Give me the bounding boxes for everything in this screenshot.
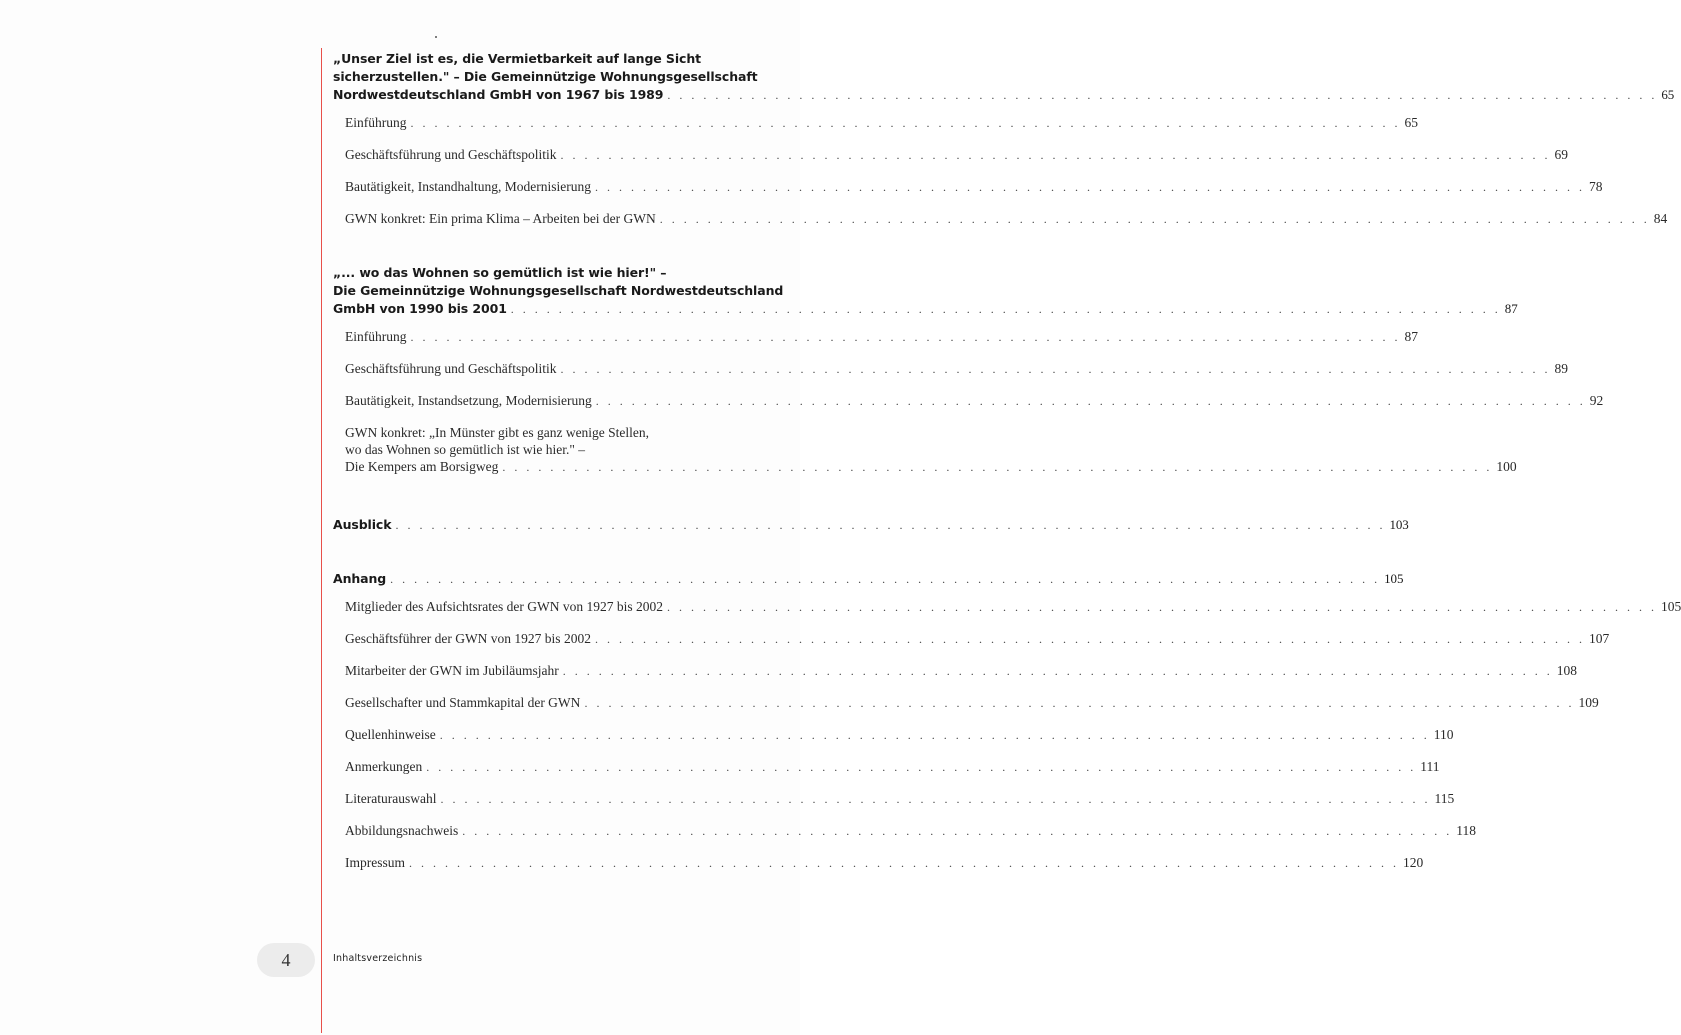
toc-entry xyxy=(345,146,1568,164)
toc-entry xyxy=(345,854,1424,872)
heading-line: sicherzustellen." – Die Gemeinnützige Wohnungsgesellschaft xyxy=(333,69,758,84)
toc-entry xyxy=(345,662,1577,680)
entry-row xyxy=(345,114,1418,132)
toc-entry xyxy=(345,694,1599,712)
section-heading xyxy=(333,264,1518,318)
entry-page-number: 69 xyxy=(1554,147,1568,162)
dot-leader: . . . . . . . . . . . . . . . . . . . . . . . . . . . . . . . . . . . . . . . . . . . . . . . . . . . . . . . . . . . . . . . . . . . . . . . . . . . . . . . . . . . xyxy=(667,88,1658,102)
entry-page-number: 108 xyxy=(1556,663,1577,678)
page-number: 4 xyxy=(257,943,315,977)
heading-row xyxy=(333,300,1518,318)
entry-page-number: 65 xyxy=(1404,115,1418,130)
entry-title: Einführung xyxy=(345,329,407,344)
toc-entry xyxy=(345,822,1476,840)
entry-row xyxy=(345,178,1603,196)
entry-page-number: 89 xyxy=(1554,361,1568,376)
entry-page-number: 84 xyxy=(1653,211,1668,226)
toc-entry xyxy=(345,758,1440,776)
dot-leader: . . . . . . . . . . . . . . . . . . . . . . . . . . . . . . . . . . . . . . . . . . . . . . . . . . . . . . . . . . . . . . . . . . . . . . . . . . . . . . . . . . . xyxy=(510,302,1501,316)
entry-row xyxy=(345,630,1610,648)
toc-section xyxy=(333,264,1604,476)
entry-title: Literaturauswahl xyxy=(345,791,437,806)
dot-leader: . . . . . . . . . . . . . . . . . . . . . . . . . . . . . . . . . . . . . . . . . . . . . . . . . . . . . . . . . . . . . . . . . . . . . . . . . . . . . . . . . . . xyxy=(410,116,1401,130)
dot-leader: . . . . . . . . . . . . . . . . . . . . . . . . . . . . . . . . . . . . . . . . . . . . . . . . . . . . . . . . . . . . . . . . . . . . . . . . . . . . . . . . . . . xyxy=(440,792,1431,806)
entry-row xyxy=(345,758,1440,776)
heading-page-number: 87 xyxy=(1504,301,1518,316)
dot-leader: . . . . . . . . . . . . . . . . . . . . . . . . . . . . . . . . . . . . . . . . . . . . . . . . . . . . . . . . . . . . . . . . . . . . . . . . . . . . . . . . . . . xyxy=(409,856,1399,870)
margin-rule xyxy=(321,48,322,1033)
entry-list xyxy=(345,598,1681,872)
entry-title: Quellenhinweise xyxy=(345,727,436,742)
heading-title: Anhang xyxy=(333,571,387,586)
entry-row xyxy=(345,726,1454,744)
entry-row xyxy=(345,458,1517,476)
entry-list xyxy=(345,114,1668,228)
entry-page-number: 111 xyxy=(1420,759,1440,774)
entry-row xyxy=(345,210,1668,228)
entry-title: Abbildungsnachweis xyxy=(345,823,459,838)
toc-section xyxy=(333,570,1681,872)
dot-leader: . . . . . . . . . . . . . . . . . . . . . . . . . . . . . . . . . . . . . . . . . . . . . . . . . . . . . . . . . . . . . . . . . . . . . . . . . . . . . . . . . . . xyxy=(594,180,1585,194)
entry-row xyxy=(345,146,1568,164)
entry-row xyxy=(345,662,1577,680)
heading-page-number: 103 xyxy=(1389,517,1409,532)
dot-leader: . . . . . . . . . . . . . . . . . . . . . . . . . . . . . . . . . . . . . . . . . . . . . . . . . . . . . . . . . . . . . . . . . . . . . . . . . . . . . . . . . . . xyxy=(560,148,1551,162)
toc-section xyxy=(333,50,1675,228)
entry-page-number: 115 xyxy=(1434,791,1455,806)
heading-title: GmbH von 1990 bis 2001 xyxy=(333,301,507,316)
toc-entry xyxy=(345,210,1668,228)
print-dot xyxy=(435,36,437,38)
section-heading xyxy=(333,50,1675,104)
entry-row xyxy=(345,328,1418,346)
toc-entry xyxy=(345,598,1681,616)
entry-title: Geschäftsführer der GWN von 1927 bis 2002 xyxy=(345,631,591,646)
entry-title: Die Kempers am Borsigweg xyxy=(345,459,499,474)
entry-row xyxy=(345,854,1424,872)
dot-leader: . . . . . . . . . . . . . . . . . . . . . . . . . . . . . . . . . . . . . . . . . . . . . . . . . . . . . . . . . . . . . . . . . . . . . . . . . . . . . . . . . . . xyxy=(502,460,1493,474)
heading-line: Die Gemeinnützige Wohnungsgesellschaft Nordwestdeutschland xyxy=(333,283,784,298)
toc-entry xyxy=(345,424,1517,476)
section-heading xyxy=(333,570,1404,588)
heading-row xyxy=(333,516,1409,534)
entry-row xyxy=(345,822,1476,840)
toc-entry xyxy=(345,328,1418,346)
toc-entry xyxy=(345,114,1418,132)
dot-leader: . . . . . . . . . . . . . . . . . . . . . . . . . . . . . . . . . . . . . . . . . . . . . . . . . . . . . . . . . . . . . . . . . . . . . . . . . . . . . . . . . . . xyxy=(562,664,1553,678)
heading-row xyxy=(333,86,1675,104)
heading-title: Ausblick xyxy=(333,517,392,532)
entry-page-number: 110 xyxy=(1433,727,1454,742)
dot-leader: . . . . . . . . . . . . . . . . . . . . . . . . . . . . . . . . . . . . . . . . . . . . . . . . . . . . . . . . . . . . . . . . . . . . . . . . . . . . . . . . . . . xyxy=(666,600,1657,614)
entry-page-number: 87 xyxy=(1404,329,1418,344)
entry-page-number: 109 xyxy=(1578,695,1599,710)
dot-leader: . . . . . . . . . . . . . . . . . . . . . . . . . . . . . . . . . . . . . . . . . . . . . . . . . . . . . . . . . . . . . . . . . . . . . . . . . . . . . . . . . . . xyxy=(584,696,1575,710)
entry-page-number: 118 xyxy=(1456,823,1476,838)
entry-title: Gesellschafter und Stammkapital der GWN xyxy=(345,695,581,710)
heading-line: „Unser Ziel ist es, die Vermietbarkeit auf lange Sicht xyxy=(333,51,701,66)
entry-line: GWN konkret: „In Münster gibt es ganz wenige Stellen, xyxy=(345,425,650,440)
entry-title: Anmerkungen xyxy=(345,759,423,774)
dot-leader: . . . . . . . . . . . . . . . . . . . . . . . . . . . . . . . . . . . . . . . . . . . . . . . . . . . . . . . . . . . . . . . . . . . . . . . . . . . . . . . . . . . xyxy=(439,728,1430,742)
entry-page-number: 100 xyxy=(1496,459,1517,474)
entry-title: Bautätigkeit, Instandhaltung, Modernisierung xyxy=(345,179,591,194)
toc-section xyxy=(333,516,1409,534)
entry-page-number: 107 xyxy=(1588,631,1610,646)
entry-row xyxy=(345,694,1599,712)
running-footer: Inhaltsverzeichnis xyxy=(333,953,423,964)
toc-entry xyxy=(345,392,1604,410)
dot-leader: . . . . . . . . . . . . . . . . . . . . . . . . . . . . . . . . . . . . . . . . . . . . . . . . . . . . . . . . . . . . . . . . . . . . . . . . . . . . . . . . . . . xyxy=(462,824,1453,838)
dot-leader: . . . . . . . . . . . . . . . . . . . . . . . . . . . . . . . . . . . . . . . . . . . . . . . . . . . . . . . . . . . . . . . . . . . . . . . . . . . . . . . . . . . xyxy=(560,362,1551,376)
dot-leader: . . . . . . . . . . . . . . . . . . . . . . . . . . . . . . . . . . . . . . . . . . . . . . . . . . . . . . . . . . . . . . . . . . . . . . . . . . . . . . . . . . . xyxy=(426,760,1417,774)
entry-title: Bautätigkeit, Instandsetzung, Modernisierung xyxy=(345,393,592,408)
toc-entry xyxy=(345,790,1455,808)
entry-title: Einführung xyxy=(345,115,407,130)
dot-leader: . . . . . . . . . . . . . . . . . . . . . . . . . . . . . . . . . . . . . . . . . . . . . . . . . . . . . . . . . . . . . . . . . . . . . . . . . . . . . . . . . . . xyxy=(410,330,1401,344)
entry-title: Geschäftsführung und Geschäftspolitik xyxy=(345,361,557,376)
heading-title: Nordwestdeutschland GmbH von 1967 bis 1989 xyxy=(333,87,664,102)
entry-title: GWN konkret: Ein prima Klima – Arbeiten bei der GWN xyxy=(345,211,656,226)
entry-row xyxy=(345,392,1604,410)
dot-leader: . . . . . . . . . . . . . . . . . . . . . . . . . . . . . . . . . . . . . . . . . . . . . . . . . . . . . . . . . . . . . . . . . . . . . . . . . . . . . . . . . . . xyxy=(659,212,1650,226)
dot-leader: . . . . . . . . . . . . . . . . . . . . . . . . . . . . . . . . . . . . . . . . . . . . . . . . . . . . . . . . . . . . . . . . . . . . . . . . . . . . . . . . . . . xyxy=(595,394,1586,408)
heading-row xyxy=(333,570,1404,588)
heading-page-number: 105 xyxy=(1384,571,1404,586)
entry-title: Geschäftsführung und Geschäftspolitik xyxy=(345,147,557,162)
section-heading xyxy=(333,516,1409,534)
heading-page-number: 65 xyxy=(1661,87,1675,102)
entry-row xyxy=(345,598,1681,616)
entry-row xyxy=(345,790,1455,808)
entry-title: Mitglieder des Aufsichtsrates der GWN von 1927 bis 2002 xyxy=(345,599,663,614)
dot-leader: . . . . . . . . . . . . . . . . . . . . . . . . . . . . . . . . . . . . . . . . . . . . . . . . . . . . . . . . . . . . . . . . . . . . . . . . . . . . . . . . . . . xyxy=(594,632,1585,646)
toc-entry xyxy=(345,360,1568,378)
entry-line: wo das Wohnen so gemütlich ist wie hier." – xyxy=(345,442,586,457)
dot-leader: . . . . . . . . . . . . . . . . . . . . . . . . . . . . . . . . . . . . . . . . . . . . . . . . . . . . . . . . . . . . . . . . . . . . . . . . . . . . . . . . . . . xyxy=(395,518,1386,532)
entry-page-number: 78 xyxy=(1588,179,1603,194)
entry-page-number: 120 xyxy=(1403,855,1424,870)
dot-leader: . . . . . . . . . . . . . . . . . . . . . . . . . . . . . . . . . . . . . . . . . . . . . . . . . . . . . . . . . . . . . . . . . . . . . . . . . . . . . . . . . . . xyxy=(390,572,1381,586)
entry-list xyxy=(345,328,1604,476)
toc-entry xyxy=(345,178,1603,196)
entry-page-number: 92 xyxy=(1589,393,1604,408)
entry-title: Impressum xyxy=(345,855,405,870)
toc-entry xyxy=(345,630,1610,648)
table-of-contents xyxy=(333,50,1681,886)
entry-title: Mitarbeiter der GWN im Jubiläumsjahr xyxy=(345,663,559,678)
entry-row xyxy=(345,360,1568,378)
entry-page-number: 105 xyxy=(1660,599,1681,614)
toc-entry xyxy=(345,726,1454,744)
heading-line: „... wo das Wohnen so gemütlich ist wie hier!" – xyxy=(333,265,667,280)
